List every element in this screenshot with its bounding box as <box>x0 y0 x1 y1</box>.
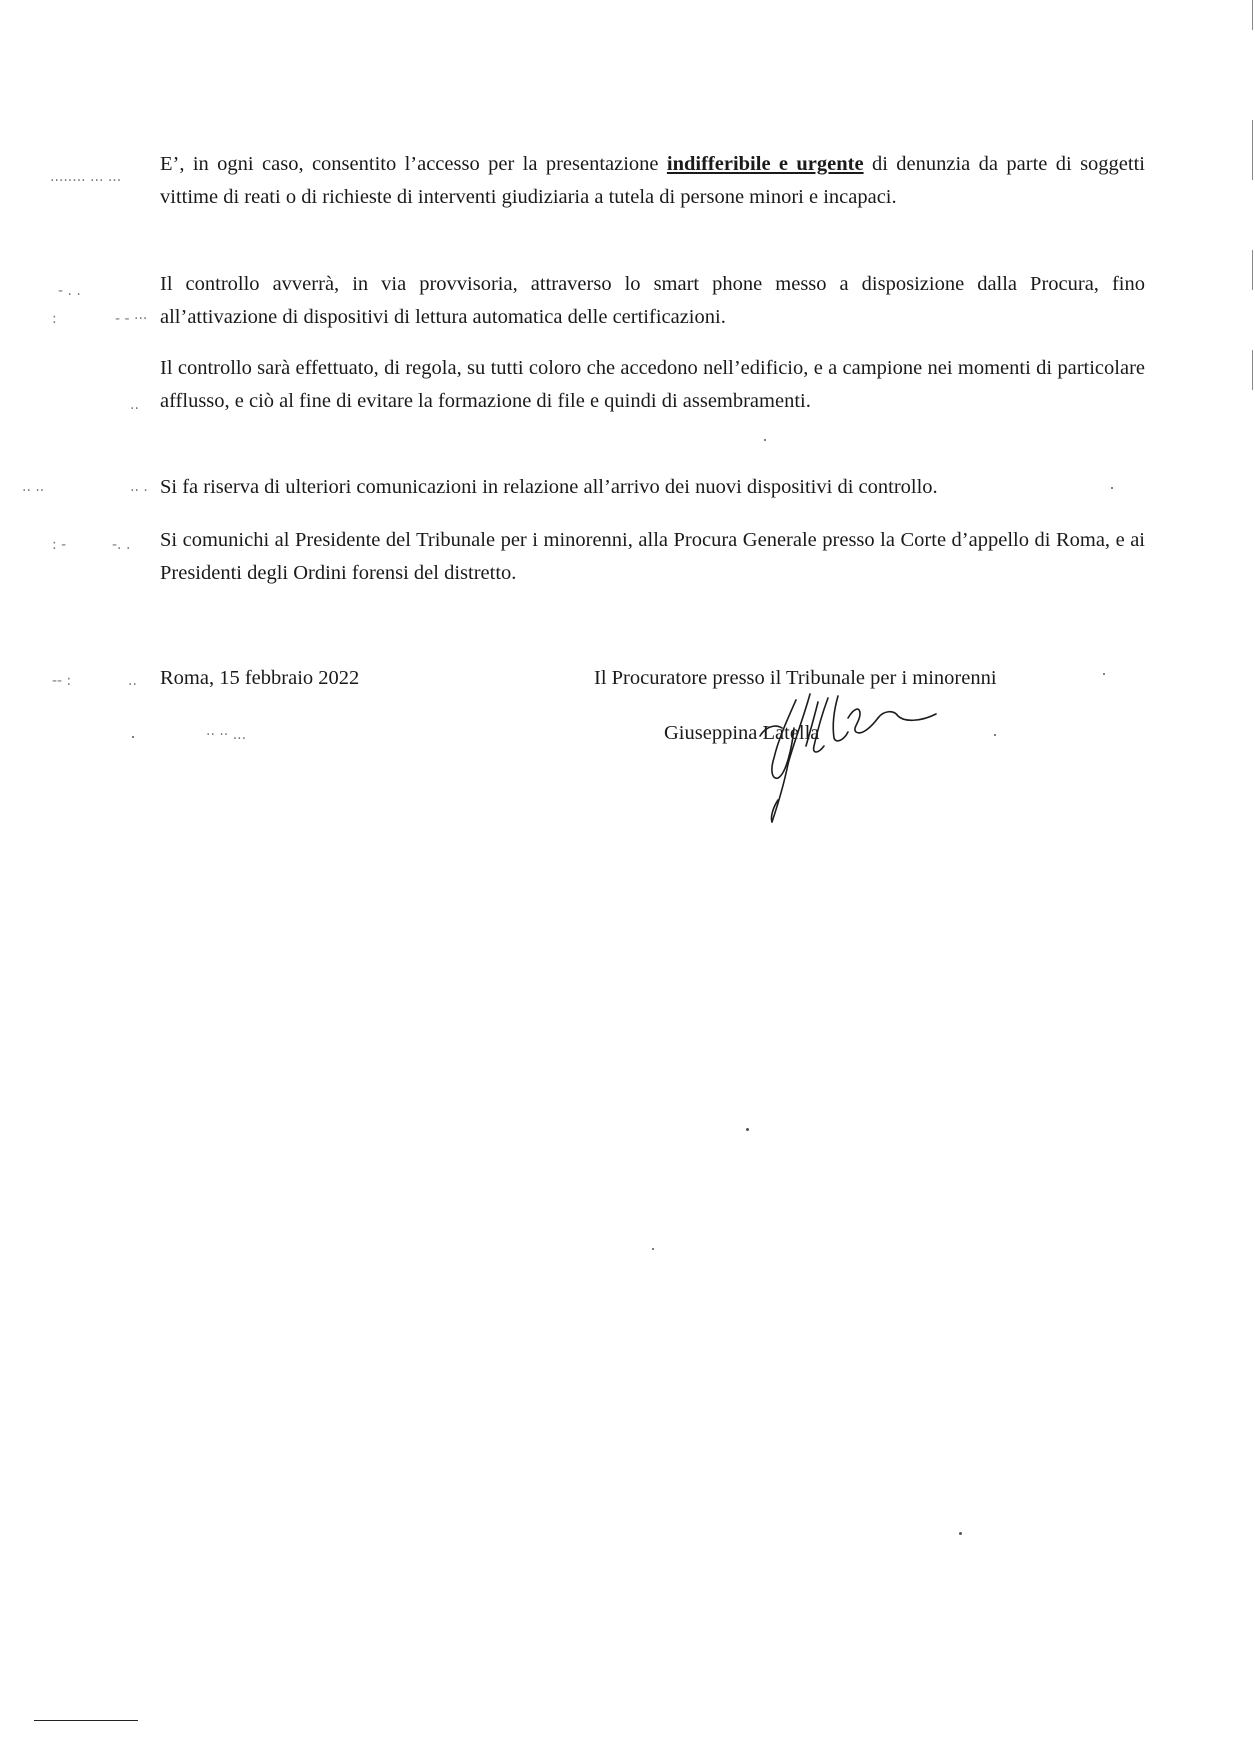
scan-edge-line <box>1252 350 1253 390</box>
paragraph-text: di denunzia da parte di soggetti vittime di reati o di richieste di interventi giudiziaria a tutela di persone minori e incapaci. <box>160 153 1145 208</box>
emphasis-text: indifferibile e urgente <box>666 153 864 175</box>
paragraph-control-scope: Il controllo sarà effettuato, di regola, su tutti coloro che accedono nell’edificio, e a campione nei momenti di particolare afflusso, e ciò al fine di evitare la formazione di file e quindi di assembramenti. <box>160 357 1145 412</box>
scan-artifact: ·· ·· <box>22 483 45 499</box>
scan-artifact: : <box>52 311 57 327</box>
scan-speck <box>652 1248 654 1250</box>
paragraph-text: E’, in ogni caso, consentito l’accesso per la presentazione <box>160 153 667 175</box>
scan-artifact: ·· · <box>130 483 148 499</box>
scan-edge-line <box>1252 250 1253 290</box>
scan-edge-line <box>1252 120 1253 180</box>
scan-artifact: ·· ·· ... <box>206 727 247 743</box>
paragraph-access-exception <box>160 148 1145 214</box>
scan-speck <box>1103 673 1105 675</box>
scan-speck <box>764 439 766 441</box>
scan-artifact: .. <box>128 673 137 689</box>
scan-artifact: - - ··· <box>115 311 148 327</box>
paragraph-further-communications: Si fa riserva di ulteriori comunicazioni in relazione all’arrivo dei nuovi dispositivi di controllo. <box>160 476 938 498</box>
scan-artifact: ........ ... ... <box>50 169 122 185</box>
signer-name: Giuseppina Latella <box>664 722 820 744</box>
scan-speck <box>994 734 996 736</box>
scan-speck <box>132 736 134 738</box>
place-date: Roma, 15 febbraio 2022 <box>160 667 360 689</box>
signer-title: Il Procuratore presso il Tribunale per i minorenni <box>594 667 997 689</box>
paragraph-distribution: Si comunichi al Presidente del Tribunale per i minorenni, alla Procura Generale presso la Corte d’appello di Roma, e ai Presidenti degli Ordini forensi del distretto. <box>160 529 1145 584</box>
scan-artifact: -- : <box>52 673 72 689</box>
paragraph-control-method: Il controllo avverrà, in via provvisoria, attraverso lo smart phone messo a disposizione dalla Procura, fino all’attivazione di dispositivi di lettura automatica delle certificazioni. <box>160 273 1145 328</box>
scan-artifact: - . . <box>58 283 81 299</box>
scan-artifact: .. <box>130 397 139 413</box>
scan-artifact: -. . <box>112 537 131 553</box>
scan-artifact: : - <box>52 537 67 553</box>
scan-speck <box>959 1532 962 1535</box>
scan-edge-line <box>1252 0 1253 30</box>
handwritten-signature <box>748 688 948 828</box>
footer-rule <box>34 1720 138 1721</box>
scan-speck <box>746 1128 749 1131</box>
